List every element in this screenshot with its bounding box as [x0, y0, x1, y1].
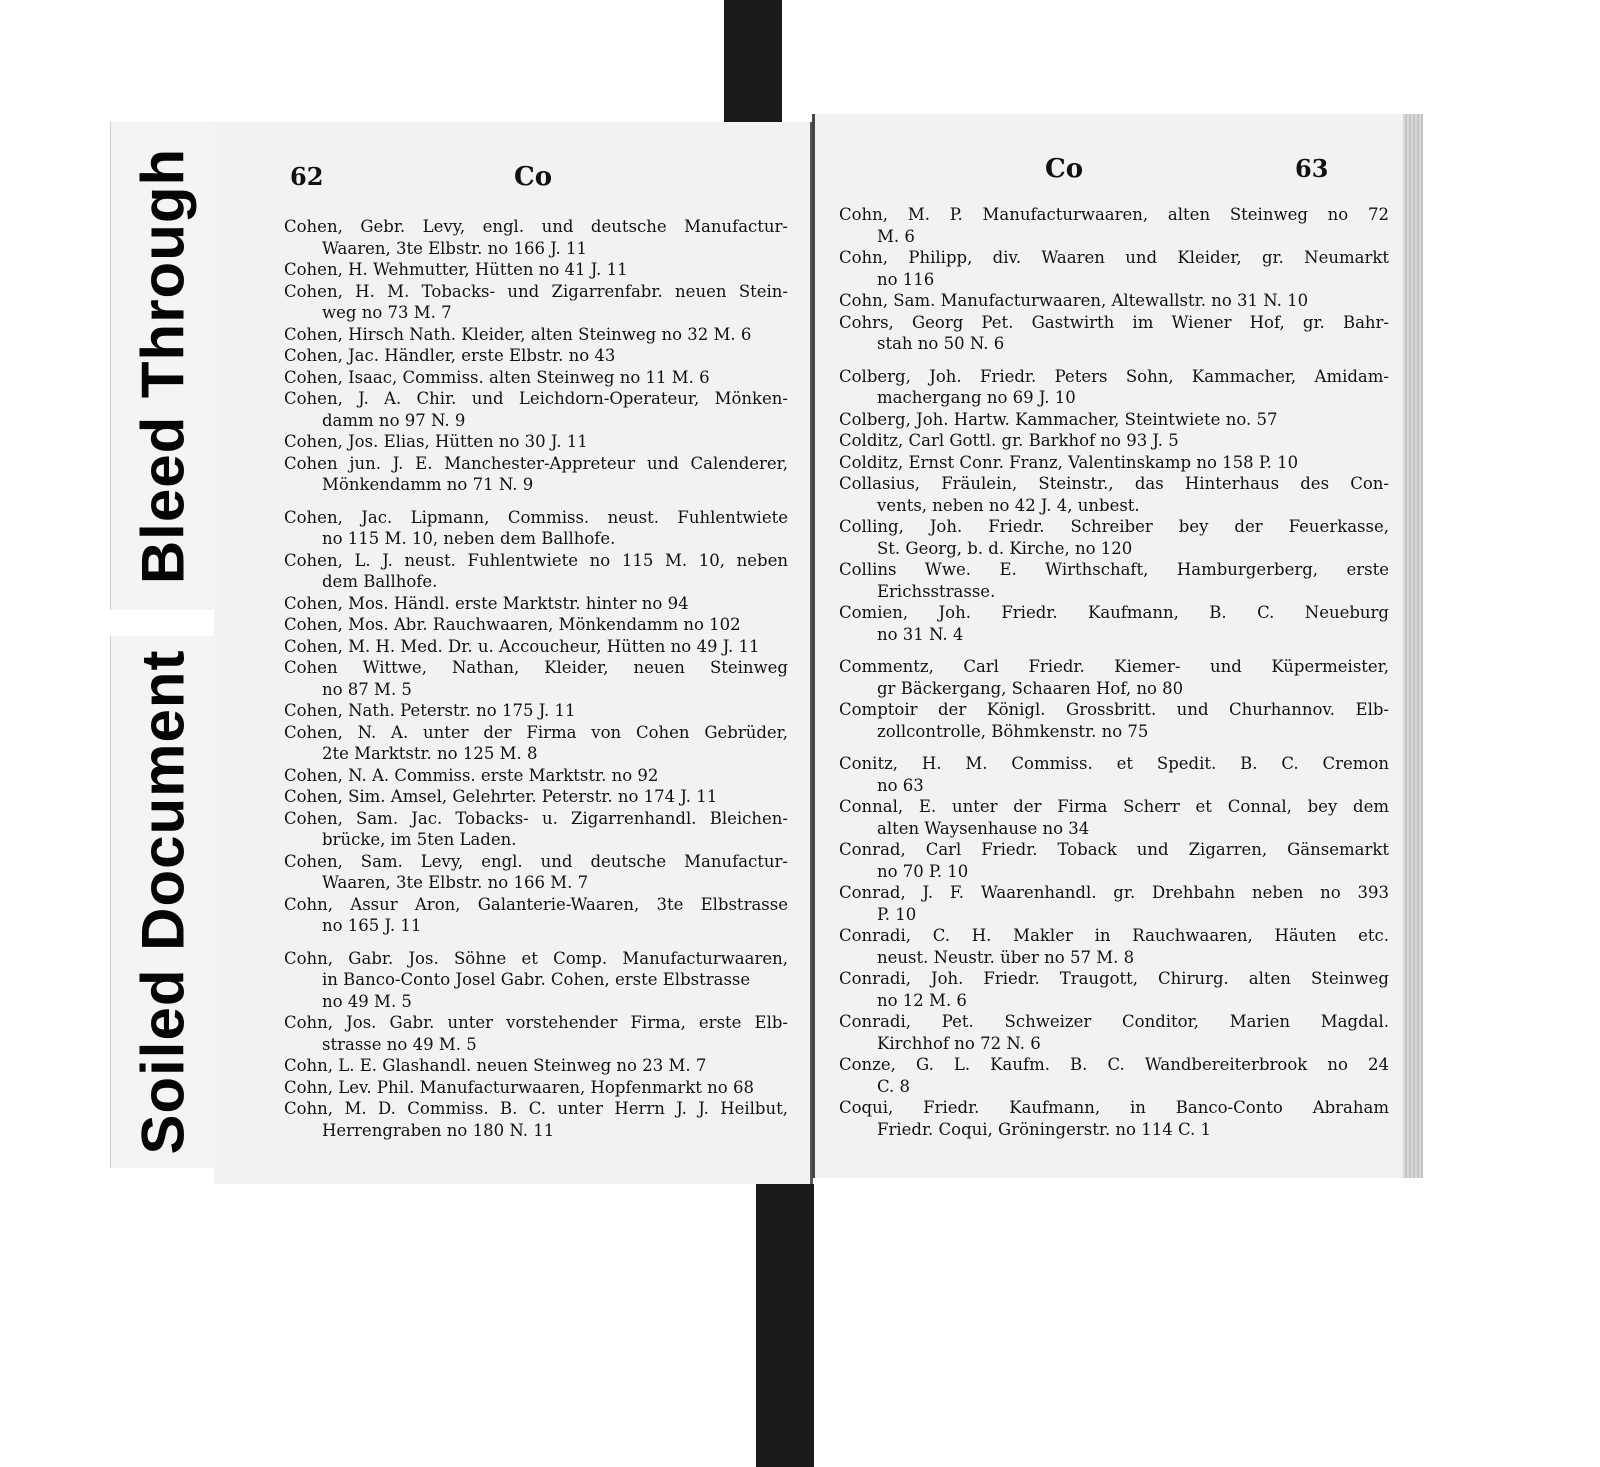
page-number: 62: [290, 162, 324, 191]
entry-line: Colberg, Joh. Hartw. Kammacher, Steintwiete no. 57: [839, 409, 1278, 429]
entry-line: Colling, Joh. Friedr. Schreiber bey der Feuerkasse,: [839, 517, 1389, 536]
entry-continuation: Herrengraben no 180 N. 11: [322, 1120, 555, 1140]
directory-entry: [839, 1011, 1389, 1054]
entry-line: Cohn, Sam. Manufacturwaaren, Altewallstr. no 31 N. 10: [839, 291, 1309, 310]
left-page: [214, 122, 813, 1184]
directory-entry: [284, 636, 788, 658]
directory-entry: [284, 367, 788, 389]
entry-line: Cohen, Mos. Händl. erste Marktstr. hinter no 94: [284, 593, 689, 613]
directory-entry: [284, 1055, 788, 1077]
binding-strip-top: [724, 0, 782, 132]
entry-continuation: no 70 P. 10: [877, 861, 969, 881]
entry-line: Commentz, Carl Friedr. Kiemer- und Küpermeister,: [839, 657, 1389, 676]
column-head: Co: [1045, 154, 1084, 184]
directory-entry: [839, 409, 1389, 431]
directory-entry: [839, 753, 1389, 796]
page-number: 63: [1295, 154, 1329, 183]
entry-line: Cohen, Nath. Peterstr. no 175 J. 11: [284, 701, 576, 720]
entry-continuation: no 116: [877, 269, 935, 289]
entry-line: Cohn, Gabr. Jos. Söhne et Comp. Manufacturwaaren,: [284, 948, 788, 968]
entry-continuation: no 31 N. 4: [877, 624, 964, 644]
entry-continuation: M. 6: [877, 226, 915, 246]
entry-continuation: strasse no 49 M. 5: [322, 1034, 477, 1054]
entry-continuation: vents, neben no 42 J. 4, unbest.: [877, 495, 1140, 515]
entry-continuation: dem Ballhofe.: [322, 572, 438, 591]
entry-continuation: Waaren, 3te Elbstr. no 166 M. 7: [322, 873, 589, 892]
entry-continuation: zollcontrolle, Böhmkenstr. no 75: [877, 721, 1149, 741]
entry-line: Cohen, H. M. Tobacks- und Zigarrenfabr. neuen Stein-: [284, 281, 788, 301]
entry-line: Cohen, Jac. Lipmann, Commiss. neust. Fuhlentwiete: [284, 507, 788, 527]
column-head: Co: [514, 162, 553, 192]
entry-line: Cohen, Sim. Amsel, Gelehrter. Peterstr. no 174 J. 11: [284, 787, 718, 806]
entry-continuation: Erichsstrasse.: [877, 581, 996, 601]
directory-entry: [284, 281, 788, 324]
entry-line: Conitz, H. M. Commiss. et Spedit. B. C. Cremon: [839, 754, 1389, 773]
directory-entry: [284, 894, 788, 937]
entry-continuation: Waaren, 3te Elbstr. no 166 J. 11: [322, 238, 588, 258]
entry-line: Cohn, Assur Aron, Galanterie-Waaren, 3te Elbstrasse: [284, 894, 788, 914]
directory-entry: [839, 656, 1389, 699]
right-page: [812, 114, 1423, 1178]
entry-list: [839, 204, 1389, 1140]
entry-line: Cohen, Hirsch Nath. Kleider, alten Steinweg no 32 M. 6: [284, 324, 752, 344]
entry-line: Cohen, Jac. Händler, erste Elbstr. no 43: [284, 346, 616, 365]
soiled-document-label: Soiled Document: [129, 649, 197, 1155]
directory-entry: [839, 925, 1389, 968]
entry-line: Cohen, M. H. Med. Dr. u. Accoucheur, Hütten no 49 J. 11: [284, 636, 760, 656]
directory-entry: [284, 786, 788, 808]
entry-line: Conradi, Joh. Friedr. Traugott, Chirurg. alten Steinweg: [839, 969, 1389, 988]
label-tab-bleed-through: [110, 122, 215, 610]
entry-continuation: no 49 M. 5: [322, 991, 412, 1011]
directory-entry: [839, 839, 1389, 882]
directory-entry: [839, 882, 1389, 925]
directory-entry: [284, 345, 788, 367]
directory-entry: [284, 550, 788, 593]
directory-entry: [839, 452, 1389, 474]
entry-line: Colberg, Joh. Friedr. Peters Sohn, Kammacher, Amidam-: [839, 366, 1389, 386]
directory-entry: [284, 593, 788, 615]
entry-continuation: 2te Marktstr. no 125 M. 8: [322, 744, 538, 763]
directory-entry: [284, 324, 788, 346]
directory-entry: [839, 473, 1389, 516]
entry-line: Comien, Joh. Friedr. Kaufmann, B. C. Neueburg: [839, 603, 1389, 622]
directory-entry: [284, 259, 788, 281]
entry-continuation: brücke, im 5ten Laden.: [322, 830, 517, 849]
entry-line: Cohen, Gebr. Levy, engl. und deutsche Manufactur-: [284, 217, 788, 236]
bleed-through-label: Bleed Through: [129, 147, 197, 585]
directory-entry: [284, 1077, 788, 1099]
directory-entry: [839, 290, 1389, 312]
entry-line: Cohen Wittwe, Nathan, Kleider, neuen Steinweg: [284, 658, 788, 677]
entry-continuation: no 165 J. 11: [322, 916, 422, 935]
directory-entry: [839, 247, 1389, 290]
entry-line: Cohn, Lev. Phil. Manufacturwaaren, Hopfenmarkt no 68: [284, 1077, 754, 1097]
directory-entry: [284, 431, 788, 453]
entry-continuation: stah no 50 N. 6: [877, 334, 1005, 353]
entry-line: Cohen jun. J. E. Manchester-Appreteur und Calenderer,: [284, 453, 788, 473]
entry-line: Cohen, N. A. unter der Firma von Cohen Gebrüder,: [284, 722, 788, 742]
directory-entry: [839, 559, 1389, 602]
entry-line: Colditz, Ernst Conr. Franz, Valentinskamp no 158 P. 10: [839, 452, 1299, 472]
directory-entry: [839, 602, 1389, 645]
directory-entry: [284, 614, 788, 636]
entry-continuation: machergang no 69 J. 10: [877, 388, 1076, 407]
entry-continuation: in Banco-Conto Josel Gabr. Cohen, erste Elbstrasse: [322, 970, 751, 989]
directory-entry: [839, 699, 1389, 742]
entry-line: Cohen, N. A. Commiss. erste Marktstr. no 92: [284, 765, 659, 785]
directory-entry: [284, 507, 788, 550]
directory-entry: [284, 765, 788, 787]
directory-entry: [839, 796, 1389, 839]
entry-continuation: Kirchhof no 72 N. 6: [877, 1033, 1041, 1053]
entry-line: Conradi, Pet. Schweizer Conditor, Marien Magdal.: [839, 1012, 1389, 1031]
directory-entry: [284, 1012, 788, 1055]
entry-continuation: gr Bäckergang, Schaaren Hof, no 80: [877, 678, 1184, 698]
directory-entry: [284, 453, 788, 496]
entry-continuation: no 115 M. 10, neben dem Ballhofe.: [322, 529, 616, 548]
directory-entry: [839, 516, 1389, 559]
entry-line: Cohn, L. E. Glashandl. neuen Steinweg no 23 M. 7: [284, 1056, 707, 1075]
directory-entry: [284, 722, 788, 765]
entry-line: Colditz, Carl Gottl. gr. Barkhof no 93 J. 5: [839, 431, 1179, 450]
entry-line: Cohen, Sam. Jac. Tobacks- u. Zigarrenhandl. Bleichen-: [284, 808, 788, 828]
entry-line: Cohen, Isaac, Commiss. alten Steinweg no 11 M. 6: [284, 367, 710, 387]
entry-line: Conrad, J. F. Waarenhandl. gr. Drehbahn neben no 393: [839, 883, 1389, 902]
directory-entry: [839, 312, 1389, 355]
entry-line: Comptoir der Königl. Grossbritt. und Churhannov. Elb-: [839, 700, 1389, 719]
entry-continuation: weg no 73 M. 7: [322, 303, 452, 322]
entry-continuation: alten Waysenhause no 34: [877, 818, 1090, 838]
directory-entry: [839, 968, 1389, 1011]
entry-line: Cohn, Philipp, div. Waaren und Kleider, gr. Neumarkt: [839, 248, 1389, 267]
entry-continuation: C. 8: [877, 1076, 911, 1096]
entry-continuation: no 63: [877, 775, 924, 795]
directory-entry: [839, 204, 1389, 247]
entry-line: Cohen, Mos. Abr. Rauchwaaren, Mönkendamm no 102: [284, 615, 741, 634]
directory-entry: [839, 366, 1389, 409]
page-edge: [1403, 114, 1423, 1178]
entry-list: [284, 216, 788, 1141]
entry-line: Conrad, Carl Friedr. Toback und Zigarren, Gänsemarkt: [839, 840, 1389, 859]
entry-line: Conradi, C. H. Makler in Rauchwaaren, Häuten etc.: [839, 926, 1389, 945]
binding-strip-bottom: [756, 1184, 814, 1467]
entry-line: Conze, G. L. Kaufm. B. C. Wandbereiterbrook no 24: [839, 1055, 1389, 1074]
entry-continuation: no 12 M. 6: [877, 990, 967, 1010]
entry-line: Cohn, M. D. Commiss. B. C. unter Herrn J. J. Heilbut,: [284, 1099, 788, 1118]
directory-entry: [284, 808, 788, 851]
entry-line: Cohen, Jos. Elias, Hütten no 30 J. 11: [284, 432, 588, 451]
directory-entry: [284, 216, 788, 259]
directory-entry: [839, 1054, 1389, 1097]
entry-continuation: P. 10: [877, 904, 917, 924]
label-tab-soiled-document: [110, 636, 215, 1168]
directory-entry: [284, 388, 788, 431]
entry-line: Cohrs, Georg Pet. Gastwirth im Wiener Hof, gr. Bahr-: [839, 312, 1389, 332]
entry-line: Cohen, Sam. Levy, engl. und deutsche Manufactur-: [284, 851, 788, 871]
entry-continuation: no 87 M. 5: [322, 679, 412, 699]
directory-entry: [284, 948, 788, 1013]
entry-line: Collins Wwe. E. Wirthschaft, Hamburgerberg, erste: [839, 560, 1389, 579]
entry-line: Cohn, M. P. Manufacturwaaren, alten Steinweg no 72: [839, 205, 1389, 224]
entry-line: Cohen, J. A. Chir. und Leichdorn-Operateur, Mönken-: [284, 389, 788, 408]
entry-continuation: damm no 97 N. 9: [322, 410, 466, 430]
entry-line: Connal, E. unter der Firma Scherr et Connal, bey dem: [839, 797, 1389, 816]
directory-entry: [839, 1097, 1389, 1140]
entry-line: Cohen, H. Wehmutter, Hütten no 41 J. 11: [284, 260, 628, 279]
directory-entry: [284, 1098, 788, 1141]
entry-continuation: Mönkendamm no 71 N. 9: [322, 475, 534, 494]
directory-entry: [284, 657, 788, 700]
entry-line: Cohn, Jos. Gabr. unter vorstehender Firma, erste Elb-: [284, 1013, 788, 1032]
directory-entry: [839, 430, 1389, 452]
entry-line: Collasius, Fräulein, Steinstr., das Hinterhaus des Con-: [839, 474, 1389, 493]
directory-entry: [284, 700, 788, 722]
entry-line: Coqui, Friedr. Kaufmann, in Banco-Conto Abraham: [839, 1098, 1389, 1117]
entry-continuation: neust. Neustr. über no 57 M. 8: [877, 947, 1135, 967]
directory-entry: [284, 851, 788, 894]
entry-line: Cohen, L. J. neust. Fuhlentwiete no 115 M. 10, neben: [284, 550, 788, 570]
entry-continuation: St. Georg, b. d. Kirche, no 120: [877, 538, 1133, 558]
entry-continuation: Friedr. Coqui, Gröningerstr. no 114 C. 1: [877, 1119, 1211, 1139]
